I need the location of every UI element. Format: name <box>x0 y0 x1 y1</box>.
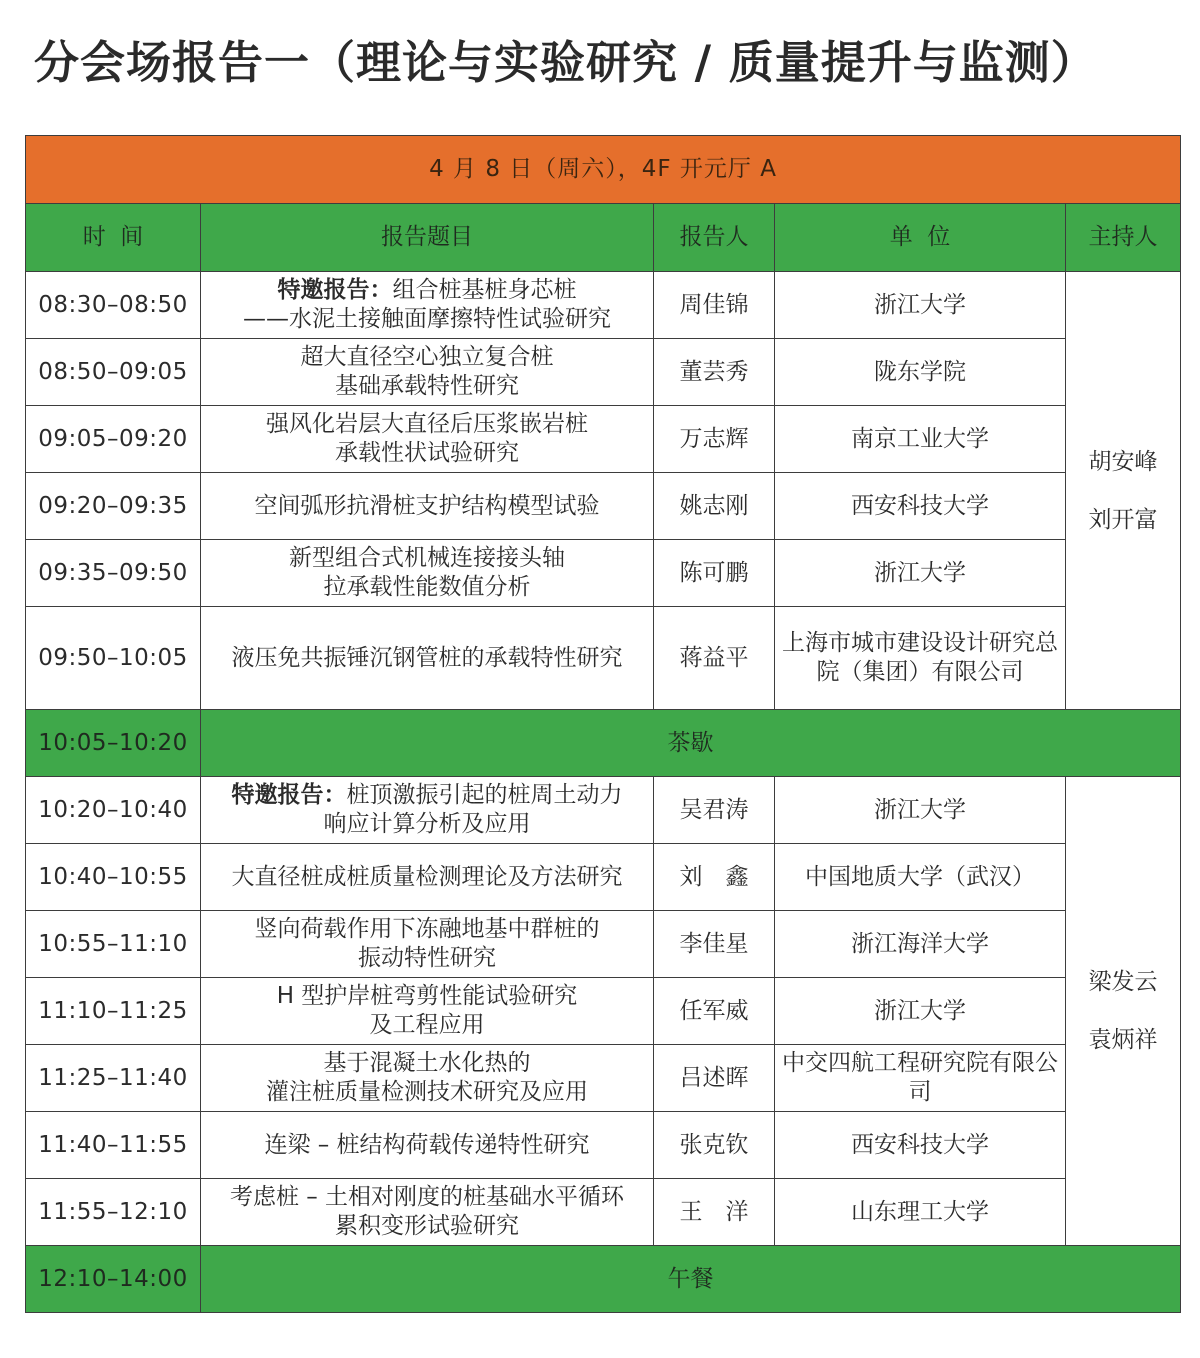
topic-cell <box>201 1179 654 1246</box>
topic-line <box>207 644 647 673</box>
unit-cell: 浙江大学 <box>775 978 1066 1045</box>
tea-break-row <box>26 710 1181 777</box>
host-name: 袁炳祥 <box>1088 1027 1158 1053</box>
speaker-cell: 万志辉 <box>654 406 775 473</box>
time-cell: 10:20–10:40 <box>26 777 201 844</box>
topic-text: 竖向荷载作用下冻融地基中群桩的 <box>254 916 600 942</box>
session2-host-cell <box>1066 777 1181 1246</box>
speaker-cell: 董芸秀 <box>654 339 775 406</box>
schedule-row <box>26 607 1181 710</box>
time-cell: 10:55–11:10 <box>26 911 201 978</box>
unit-cell: 西安科技大学 <box>775 473 1066 540</box>
time-cell: 11:10–11:25 <box>26 978 201 1045</box>
schedule-row <box>26 777 1181 844</box>
page-title: 分会场报告一（理论与实验研究 / 质量提升与监测） <box>34 36 1097 89</box>
topic-text: 大直径桩成桩质量检测理论及方法研究 <box>231 863 623 890</box>
topic-cell <box>201 911 654 978</box>
topic-text: 组合桩基桩身芯桩 <box>392 277 577 303</box>
topic-text: 考虑桩 – 土相对刚度的桩基础水平循环 <box>229 1184 625 1210</box>
topic-line <box>207 1212 647 1241</box>
topic-text: 灌注桩质量检测技术研究及应用 <box>266 1079 588 1105</box>
topic-line <box>207 1131 647 1160</box>
topic-text: 新型组合式机械连接接头轴 <box>289 545 565 571</box>
date-venue-banner <box>26 136 1181 204</box>
session1-host-cell <box>1066 272 1181 710</box>
topic-text: 连梁 – 桩结构荷载传递特性研究 <box>264 1131 590 1158</box>
unit-cell: 浙江大学 <box>775 540 1066 607</box>
time-cell: 11:40–11:55 <box>26 1112 201 1179</box>
topic-line <box>207 1183 647 1212</box>
banner-text: 4 月 8 日（周六），4F 开元厅 A <box>26 136 1181 204</box>
topic-cell <box>201 1112 654 1179</box>
speaker-cell: 王 洋 <box>654 1179 775 1246</box>
invited-label: 特邀报告： <box>231 782 347 808</box>
topic-text: 桩顶激振引起的桩周土动力 <box>346 782 623 808</box>
topic-text: 振动特性研究 <box>358 945 496 971</box>
schedule-row <box>26 844 1181 911</box>
topic-text: ——水泥土接触面摩擦特性试验研究 <box>243 306 611 332</box>
topic-line <box>207 544 647 573</box>
unit-cell: 中交四航工程研究院有限公司 <box>775 1045 1066 1112</box>
schedule-row <box>26 1179 1181 1246</box>
speaker-cell: 刘 鑫 <box>654 844 775 911</box>
unit-cell: 浙江大学 <box>775 777 1066 844</box>
schedule-table <box>25 135 1181 1313</box>
topic-text: 强风化岩层大直径后压浆嵌岩桩 <box>266 411 588 437</box>
header-row <box>26 204 1181 272</box>
schedule-row <box>26 473 1181 540</box>
topic-cell <box>201 473 654 540</box>
schedule-row <box>26 540 1181 607</box>
time-cell: 11:25–11:40 <box>26 1045 201 1112</box>
topic-line <box>207 1011 647 1040</box>
topic-text: 拉承载性能数值分析 <box>323 574 531 600</box>
unit-cell: 上海市城市建设设计研究总院（集团）有限公司 <box>775 607 1066 710</box>
unit-cell: 浙江大学 <box>775 272 1066 339</box>
topic-text: 及工程应用 <box>369 1012 485 1038</box>
topic-text: 液压免共振锤沉钢管桩的承载特性研究 <box>231 644 623 671</box>
schedule-row <box>26 978 1181 1045</box>
topic-text: 响应计算分析及应用 <box>323 811 531 837</box>
topic-cell <box>201 272 654 339</box>
topic-cell <box>201 607 654 710</box>
time-cell: 11:55–12:10 <box>26 1179 201 1246</box>
topic-line <box>207 573 647 602</box>
topic-line <box>207 944 647 973</box>
invited-label: 特邀报告： <box>277 277 393 303</box>
break-time-cell: 10:05–10:20 <box>26 710 201 777</box>
header-speaker: 报告人 <box>654 204 775 272</box>
time-cell: 09:05–09:20 <box>26 406 201 473</box>
lunch-row <box>26 1246 1181 1313</box>
header-host: 主持人 <box>1066 204 1181 272</box>
speaker-cell: 陈可鹏 <box>654 540 775 607</box>
unit-cell: 浙江海洋大学 <box>775 911 1066 978</box>
speaker-cell: 周佳锦 <box>654 272 775 339</box>
topic-cell <box>201 844 654 911</box>
topic-cell <box>201 339 654 406</box>
time-cell: 09:20–09:35 <box>26 473 201 540</box>
schedule-row <box>26 1045 1181 1112</box>
topic-line <box>207 982 647 1011</box>
time-cell: 08:30–08:50 <box>26 272 201 339</box>
topic-cell <box>201 777 654 844</box>
speaker-cell: 张克钦 <box>654 1112 775 1179</box>
topic-cell <box>201 978 654 1045</box>
speaker-cell: 任军威 <box>654 978 775 1045</box>
host-name: 梁发云 <box>1088 969 1158 995</box>
topic-cell <box>201 1045 654 1112</box>
topic-line <box>207 781 647 810</box>
unit-cell: 西安科技大学 <box>775 1112 1066 1179</box>
topic-line <box>207 372 647 401</box>
topic-line <box>207 915 647 944</box>
header-time: 时 间 <box>26 204 201 272</box>
topic-text: H 型护岸桩弯剪性能试验研究 <box>276 983 578 1009</box>
topic-text: 累积变形试验研究 <box>335 1213 519 1239</box>
host-name: 胡安峰 <box>1088 448 1158 475</box>
unit-cell: 陇东学院 <box>775 339 1066 406</box>
topic-text: 基于混凝土水化热的 <box>323 1050 531 1076</box>
schedule-row <box>26 272 1181 339</box>
topic-line <box>207 1049 647 1078</box>
topic-line <box>207 276 647 305</box>
unit-cell: 中国地质大学（武汉） <box>775 844 1066 911</box>
topic-line <box>207 1078 647 1107</box>
header-topic: 报告题目 <box>201 204 654 272</box>
header-unit: 单 位 <box>775 204 1066 272</box>
schedule-row <box>26 911 1181 978</box>
topic-line <box>207 492 647 521</box>
schedule-row <box>26 406 1181 473</box>
topic-cell <box>201 540 654 607</box>
break-label-cell: 午餐 <box>201 1246 1181 1313</box>
schedule-row <box>26 339 1181 406</box>
speaker-cell: 吴君涛 <box>654 777 775 844</box>
speaker-cell: 蒋益平 <box>654 607 775 710</box>
unit-cell: 南京工业大学 <box>775 406 1066 473</box>
topic-line <box>207 863 647 892</box>
speaker-cell: 吕述晖 <box>654 1045 775 1112</box>
topic-line <box>207 439 647 468</box>
break-label-cell: 茶歇 <box>201 710 1181 777</box>
time-cell: 09:35–09:50 <box>26 540 201 607</box>
topic-line <box>207 410 647 439</box>
time-cell: 08:50–09:05 <box>26 339 201 406</box>
topic-text: 承载性状试验研究 <box>335 440 519 466</box>
unit-cell: 山东理工大学 <box>775 1179 1066 1246</box>
topic-text: 空间弧形抗滑桩支护结构模型试验 <box>254 492 600 519</box>
topic-line <box>207 810 647 839</box>
schedule-row <box>26 1112 1181 1179</box>
topic-line <box>207 305 647 334</box>
break-time-cell: 12:10–14:00 <box>26 1246 201 1313</box>
topic-line <box>207 343 647 372</box>
speaker-cell: 李佳星 <box>654 911 775 978</box>
time-cell: 10:40–10:55 <box>26 844 201 911</box>
topic-text: 超大直径空心独立复合桩 <box>300 344 554 370</box>
speaker-cell: 姚志刚 <box>654 473 775 540</box>
time-cell: 09:50–10:05 <box>26 607 201 710</box>
topic-text: 基础承载特性研究 <box>335 373 519 399</box>
host-name: 刘开富 <box>1088 506 1158 533</box>
topic-cell <box>201 406 654 473</box>
